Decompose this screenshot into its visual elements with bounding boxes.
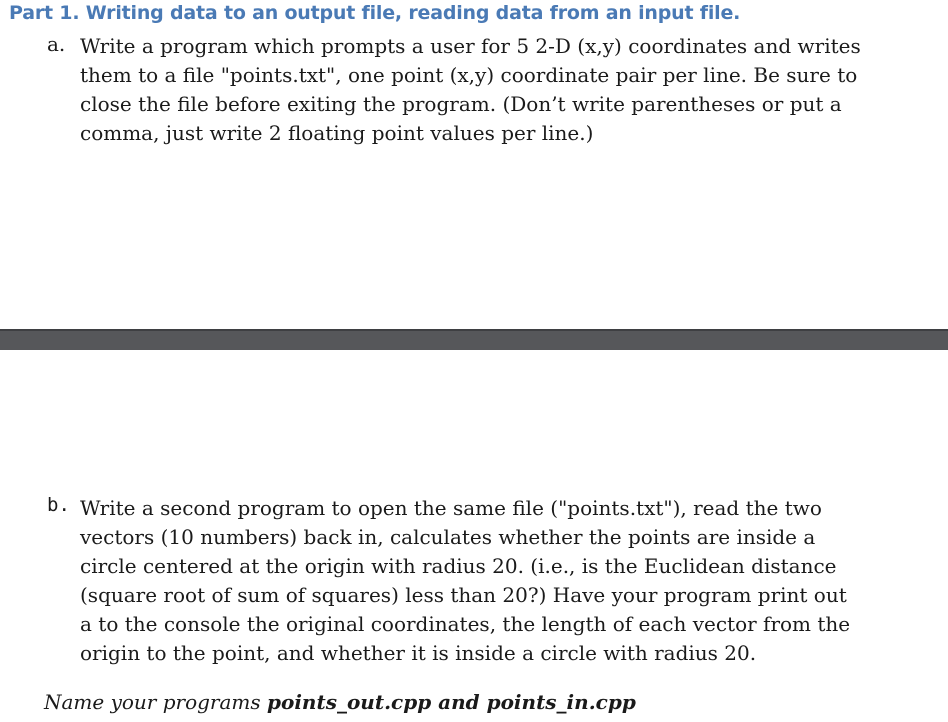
separator-bar xyxy=(0,329,948,350)
item-b-text xyxy=(80,494,900,668)
item-b-line: origin to the point, and whether it is inside a circle with radius 20. xyxy=(80,641,757,665)
item-a-text xyxy=(80,32,900,148)
program-file-names: points_out.cpp and points_in.cpp xyxy=(267,690,636,714)
item-a-line: comma, just write 2 floating point values per line.) xyxy=(80,121,594,145)
item-b-line: a to the console the original coordinates, the length of each vector from the xyxy=(80,612,851,636)
item-b-letter: b. xyxy=(47,494,70,516)
item-a-line: them to a file "points.txt", one point (x,y) coordinate pair per line. Be sure to xyxy=(80,63,858,87)
item-b-line: circle centered at the origin with radius 20. (i.e., is the Euclidean distance xyxy=(80,554,837,578)
item-b-line: Write a second program to open the same file ("points.txt"), read the two xyxy=(80,496,822,520)
item-a-line: close the file before exiting the program. (Don’t write parentheses or put a xyxy=(80,92,842,116)
item-a-letter: a. xyxy=(47,32,66,56)
program-names-prefix: Name your programs xyxy=(44,690,267,714)
item-a-line: Write a program which prompts a user for 5 2-D (x,y) coordinates and writes xyxy=(80,34,861,58)
item-b-line: (square root of sum of squares) less than 20?) Have your program print out xyxy=(80,583,847,607)
section-heading: Part 1. Writing data to an output file, reading data from an input file. xyxy=(9,2,741,24)
item-b-line: vectors (10 numbers) back in, calculates whether the points are inside a xyxy=(80,525,816,549)
program-names-note xyxy=(44,690,636,714)
